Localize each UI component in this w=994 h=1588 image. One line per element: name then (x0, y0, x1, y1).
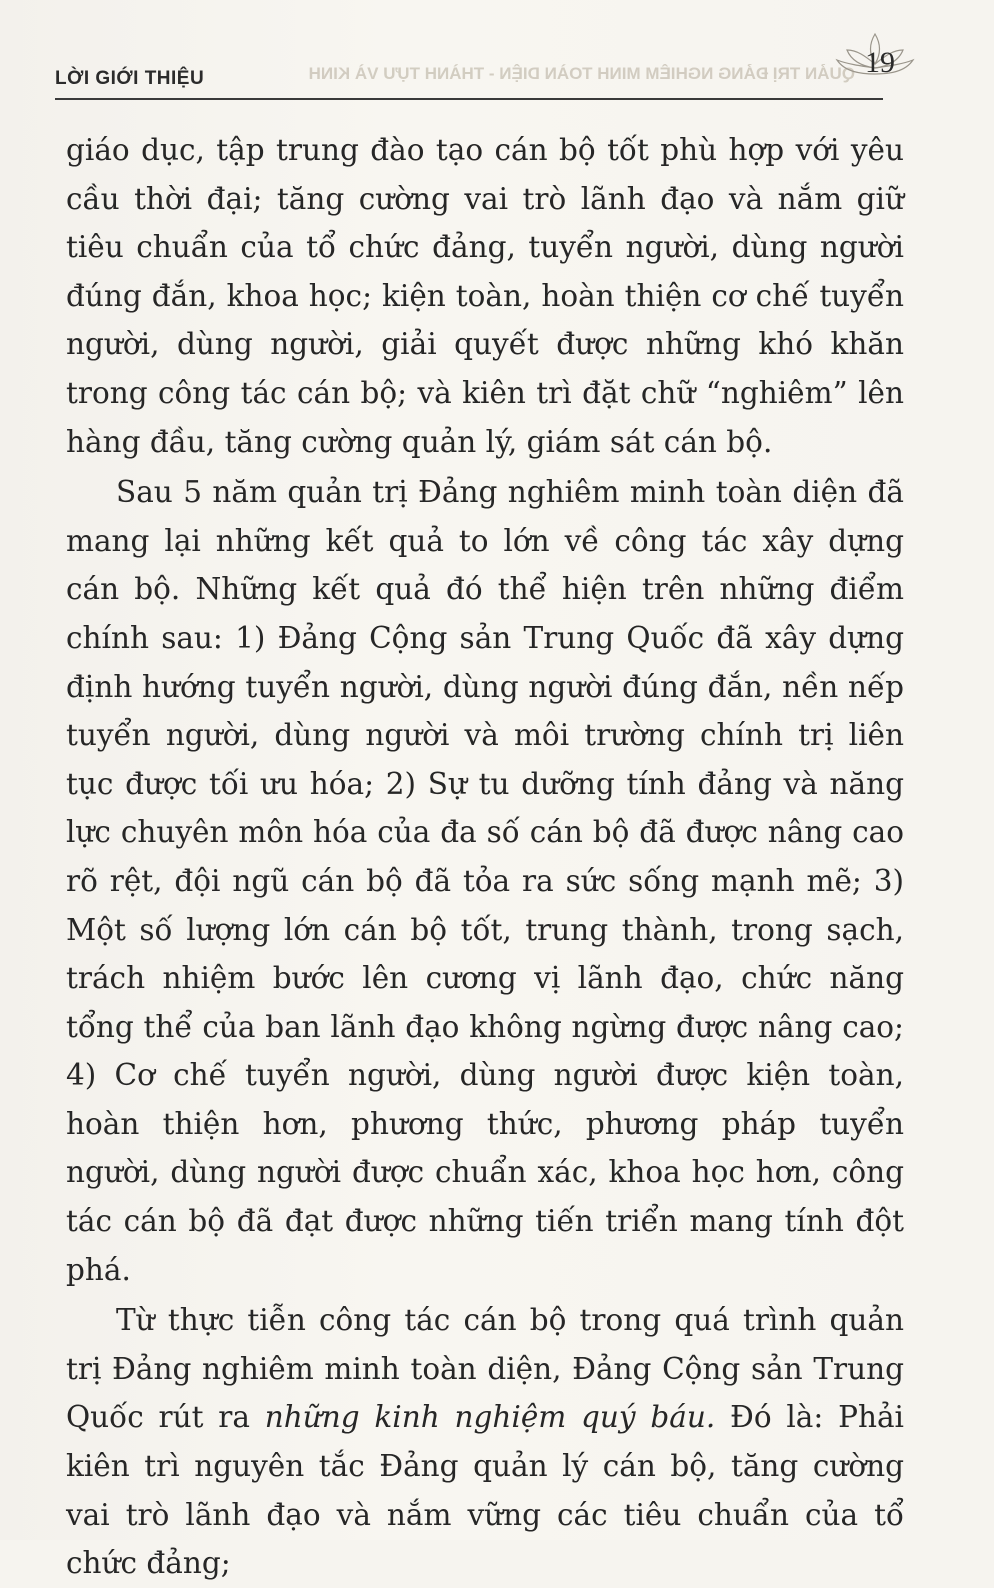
paragraph-1: giáo dục, tập trung đào tạo cán bộ tốt phù hợp với yêu cầu thời đại; tăng cường vai trò lãnh đạo và nắm giữ tiêu chuẩn của tổ chức đảng, tuyển người, dùng người đúng đắn, khoa học; kiện toàn, hoàn thiện cơ chế tuyển người, dùng người, giải quyết được những khó khăn trong công tác cán bộ; và kiên trì đặt chữ “nghiêm” lên hàng đầu, tăng cường quản lý, giám sát cán bộ. (66, 133, 904, 459)
page-number: 19 (865, 46, 895, 79)
running-header (55, 46, 925, 96)
paragraph-3-end: Đó là: Phải kiên trì nguyên tắc Đảng quản lý cán bộ, tăng cường vai trò lãnh đạo và nắm vững các tiêu chuẩn của tổ chức đảng; (66, 1400, 904, 1581)
paragraph-3-start: Từ thực tiễn công tác cán bộ trong quá trình quản trị Đảng nghiêm minh toàn diện, Đảng Cộng sản Trung Quốc rút ra (66, 1303, 904, 1435)
paragraph-3 (66, 1296, 904, 1588)
paragraph-3-emphasis: những kinh nghiệm quý báu. (264, 1400, 716, 1435)
mirrored-show-through-title: QUẢN TRỊ ĐẢNG NGHIÊM MINH TOÀN DIỆN - THÀNH TỰU VÀ KINH (308, 64, 855, 83)
section-title: LỜI GIỚI THIỆU (55, 68, 205, 89)
header-rule (55, 98, 883, 100)
body-text (66, 126, 904, 1588)
paragraph-2: Sau 5 năm quản trị Đảng nghiêm minh toàn diện đã mang lại những kết quả to lớn về công tác xây dựng cán bộ. Những kết quả đó thể hiện trên những điểm chính sau: 1) Đảng Cộng sản Trung Quốc đã xây dựng định hướng tuyển người, dùng người đúng đắn, nền nếp tuyển người, dùng người và môi trường chính trị liên tục được tối ưu hóa; 2) Sự tu dưỡng tính đảng và năng lực chuyên môn hóa của đa số cán bộ đã được nâng cao rõ rệt, đội ngũ cán bộ đã tỏa ra sức sống mạnh mẽ; 3) Một số lượng lớn cán bộ tốt, trung thành, trong sạch, trách nhiệm bước lên cương vị lãnh đạo, chức năng tổng thể của ban lãnh đạo không ngừng được nâng cao; 4) Cơ chế tuyển người, dùng người được kiện toàn, hoàn thiện hơn, phương thức, phương pháp tuyển người, dùng người được chuẩn xác, khoa học hơn, công tác cán bộ đã đạt được những tiến triển mang tính đột phá. (66, 475, 904, 1287)
